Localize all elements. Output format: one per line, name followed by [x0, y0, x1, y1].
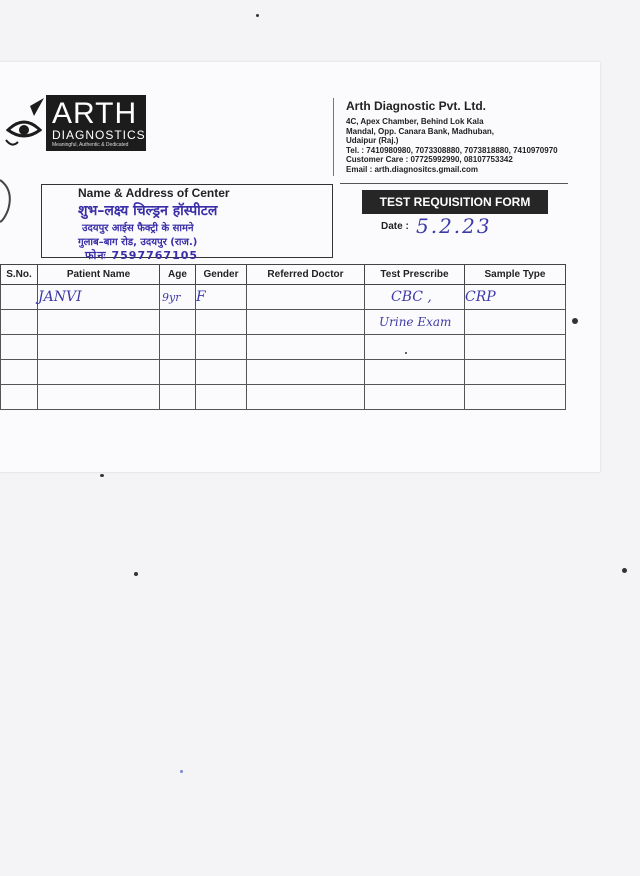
column-header: Gender — [196, 265, 247, 285]
cell-test: Urine Exam — [365, 310, 465, 335]
table-header-row — [1, 265, 566, 285]
cell-sno — [1, 385, 38, 410]
cell-age: 9yr — [160, 285, 196, 310]
patient-table — [0, 264, 566, 410]
speck — [100, 474, 104, 477]
cell-sno — [1, 310, 38, 335]
logo-subtitle: DIAGNOSTICS — [52, 128, 146, 142]
address-line: Mandal, Opp. Canara Bank, Madhuban, — [346, 126, 495, 136]
speck — [622, 568, 627, 573]
logo-tagline: Meaningful, Authentic & Dedicated — [52, 142, 129, 148]
torn-corner — [0, 170, 30, 230]
cell-doctor — [247, 335, 365, 360]
address-line: 4C, Apex Chamber, Behind Lok Kala — [346, 117, 484, 126]
table-row — [1, 310, 566, 335]
hospital-stamp — [60, 201, 217, 263]
date-label: Date : — [381, 221, 409, 232]
cell-test — [365, 385, 465, 410]
cell-gender — [196, 385, 247, 410]
cell-age — [160, 335, 196, 360]
stamp-phone: फोनः 7597767105 — [85, 249, 199, 262]
cell-sample: CRP — [465, 285, 566, 310]
cell-gender: F — [196, 285, 247, 310]
cell-patient-name — [38, 310, 160, 335]
speck — [134, 572, 138, 576]
cell-test — [365, 360, 465, 385]
speck — [572, 318, 578, 324]
header-rule — [340, 183, 568, 184]
table-row — [1, 335, 566, 360]
company-customer-care: Customer Care : 07725992990, 08107753342 — [346, 155, 513, 164]
company-email: Email : arth.diagnositcs.gmail.com — [346, 164, 479, 174]
cell-patient-name: JANVI — [38, 285, 160, 310]
cell-sample — [465, 385, 566, 410]
date-value: 5.2.23 — [416, 214, 492, 238]
column-header: Patient Name — [38, 265, 160, 285]
form-title: TEST REQUISITION FORM — [362, 190, 548, 214]
cell-doctor — [247, 385, 365, 410]
cell-age — [160, 385, 196, 410]
company-name: Arth Diagnostic Pvt. Ltd. — [346, 99, 487, 113]
cell-sample — [465, 360, 566, 385]
speck — [256, 14, 259, 17]
cell-sample — [465, 310, 566, 335]
address-line: Udaipur (Raj.) — [346, 136, 399, 145]
cell-gender — [196, 310, 247, 335]
cell-patient-name — [38, 360, 160, 385]
stamp-line: शुभ–लक्ष्य चिल्ड्रन हॉस्पीटल — [78, 203, 218, 219]
cell-sno — [1, 360, 38, 385]
company-tel: Tel. : 7410980980, 7073308880, 7073818880, 7410970970 — [346, 145, 558, 155]
stamp-line: उदयपुर आईस फैक्ट्री के सामने — [82, 223, 194, 234]
column-header: Referred Doctor — [247, 265, 365, 285]
table-row — [1, 285, 566, 310]
cell-doctor — [247, 285, 365, 310]
arth-logo — [46, 95, 146, 151]
column-header: Age — [160, 265, 196, 285]
cell-gender — [196, 360, 247, 385]
cell-test — [365, 335, 465, 360]
company-address — [346, 117, 581, 174]
table-row — [1, 360, 566, 385]
column-header: Test Prescribe — [365, 265, 465, 285]
cell-age — [160, 310, 196, 335]
speck — [180, 770, 183, 773]
cell-gender — [196, 335, 247, 360]
cell-patient-name — [38, 335, 160, 360]
cell-sno — [1, 335, 38, 360]
cell-doctor — [247, 310, 365, 335]
header-divider — [333, 98, 334, 176]
cell-age — [160, 360, 196, 385]
cell-doctor — [247, 360, 365, 385]
cell-test: CBC , — [365, 285, 465, 310]
eye-logo-icon — [4, 96, 48, 152]
cell-sno — [1, 285, 38, 310]
column-header: Sample Type — [465, 265, 566, 285]
column-header: S.No. — [1, 265, 38, 285]
stamp-line: गुलाब–बाग रोड, उदयपुर (राज.) — [78, 237, 198, 248]
cell-patient-name — [38, 385, 160, 410]
table-row — [1, 385, 566, 410]
logo-brand: ARTH — [52, 97, 138, 130]
center-title: Name & Address of Center — [78, 186, 230, 200]
speck — [405, 352, 407, 354]
cell-sample — [465, 335, 566, 360]
